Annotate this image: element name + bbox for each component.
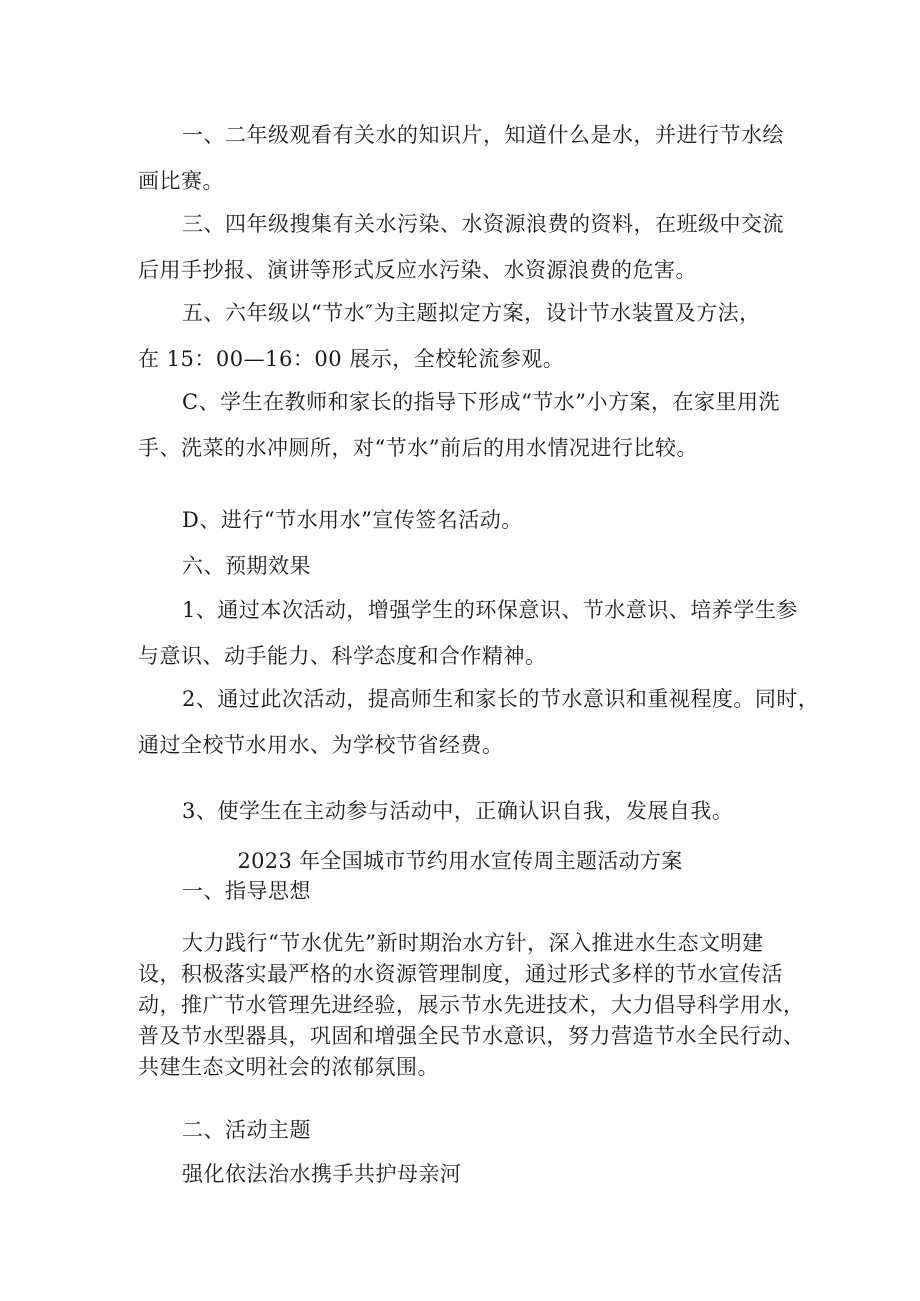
paragraph-d <box>138 497 798 543</box>
document-title: 2023 年全国城市节约用水宣传周主题活动方案 <box>237 849 683 873</box>
paragraph-effect-3 <box>138 788 798 834</box>
paragraph-activity-theme <box>138 1151 798 1197</box>
text-line: 共建生态文明社会的浓郁氛围。 <box>138 1055 439 1079</box>
text-line: 动，推广节水管理先进经验，展示节水先进技术，大力倡导科学用水， <box>138 993 805 1017</box>
paragraph-guiding-thought <box>138 928 805 1083</box>
text-line: 五、六年级以“节水″为主题拟定方案，设计节水装置及方法， <box>182 301 761 325</box>
text-line: 二、活动主题 <box>182 1118 311 1142</box>
text-line: 1、通过本次活动，增强学生的环保意识、节水意识、培养学生参 <box>182 598 798 622</box>
text-line: 与意识、动手能力、科学态度和合作精神。 <box>138 644 547 668</box>
text-line: 强化依法治水携手共护母亲河 <box>182 1162 462 1186</box>
text-line: 三、四年级搜集有关水污染、水资源浪费的资料，在班级中交流 <box>182 212 784 236</box>
text-line: 六、预期效果 <box>182 554 311 578</box>
paragraph-effect-1 <box>138 587 798 679</box>
text-line: D、进行“节水用水”宣传签名活动。 <box>182 508 523 532</box>
text-line: 一、指导思想 <box>182 879 311 903</box>
paragraph-grade-1-2 <box>138 112 798 204</box>
text-line: 通过全校节水用水、为学校节省经费。 <box>138 733 504 757</box>
text-line: 在 15：00—16：00 展示，全校轮流参观。 <box>138 347 565 371</box>
text-line: 一、二年级观看有关水的知识片，知道什么是水，并进行节水绘 <box>182 123 784 147</box>
text-line: 2、通过此次活动，提高师生和家长的节水意识和重视程度。同时， <box>182 687 820 711</box>
text-line: 设，积极落实最严格的水资源管理制度，通过形式多样的节水宣传活 <box>138 962 783 986</box>
text-line: 大力践行“节水优先”新时期治水方针，深入推进水生态文明建 <box>182 931 764 955</box>
text-line: 手、洗菜的水冲厕所，对“节水”前后的用水情况进行比较。 <box>138 436 698 460</box>
paragraph-grade-5-6 <box>138 290 798 382</box>
text-line: 画比赛。 <box>138 169 224 193</box>
paragraph-effect-2 <box>138 676 820 768</box>
text-line: 普及节水型器具，巩固和增强全民节水意识，努力营造节水全民行动、 <box>138 1024 805 1048</box>
text-line: C、学生在教师和家长的指导下形成“节水”小方案，在家里用洗 <box>182 390 781 414</box>
text-line: 后用手抄报、演讲等形式反应水污染、水资源浪费的危害。 <box>138 258 697 282</box>
paragraph-grade-3-4 <box>138 201 798 293</box>
heading-expected-effects <box>138 543 798 589</box>
heading-activity-theme <box>138 1107 798 1153</box>
heading-guiding-thought <box>138 876 798 907</box>
paragraph-c <box>138 379 798 471</box>
text-line: 3、使学生在主动参与活动中，正确认识自我，发展自我。 <box>182 799 734 823</box>
